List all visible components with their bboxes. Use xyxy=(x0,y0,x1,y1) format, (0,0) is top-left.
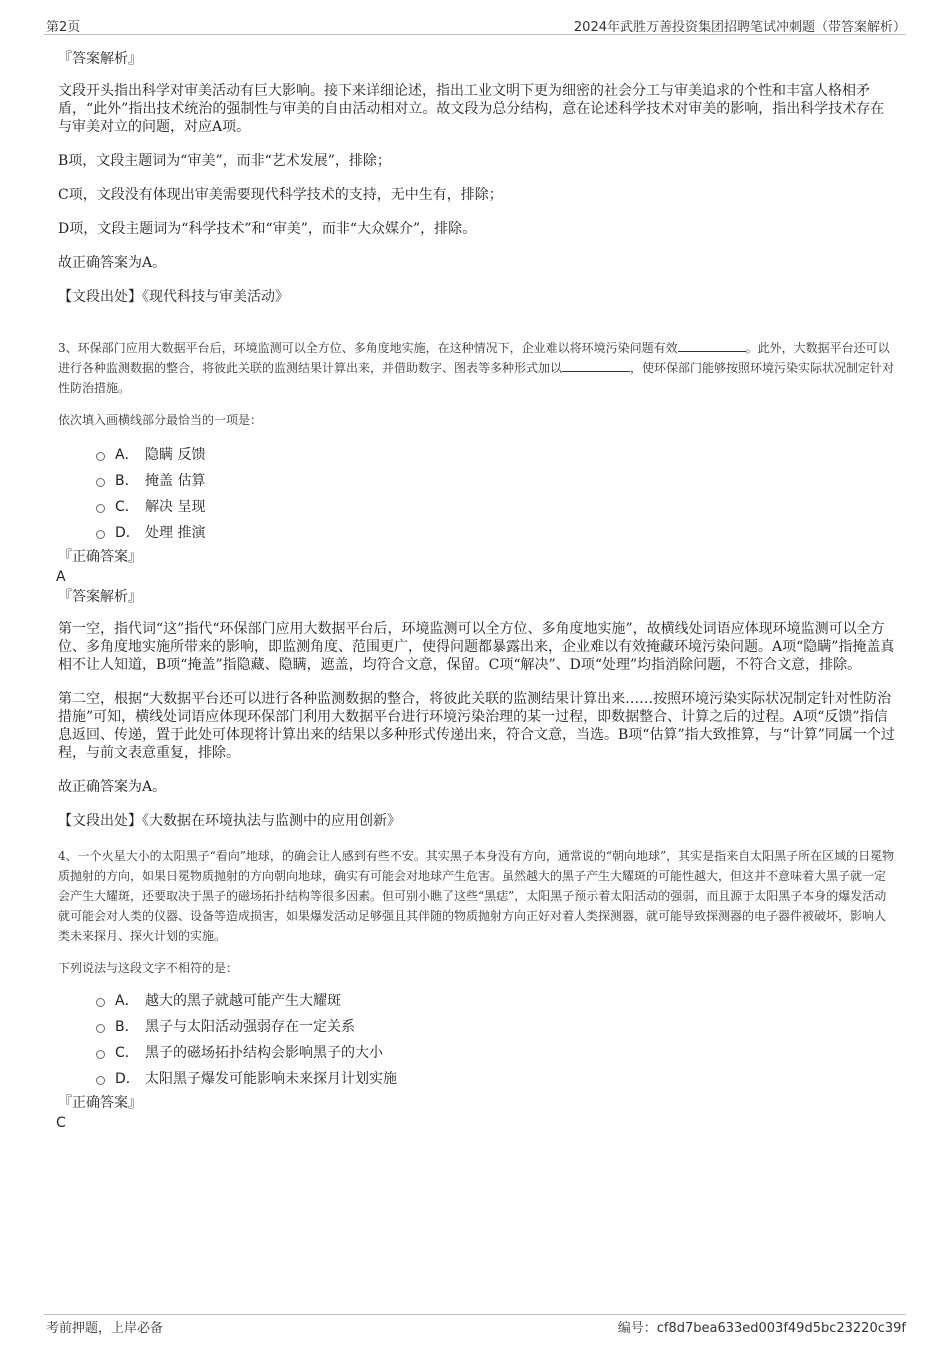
q3-answer-statement: 故正确答案为A。 xyxy=(58,779,167,795)
q4-answer-label: 『正确答案』 xyxy=(58,1095,142,1111)
radio-button-icon[interactable] xyxy=(96,530,105,539)
q3-option-b[interactable]: B． 掩盖 估算 xyxy=(96,468,896,494)
radio-button-icon[interactable] xyxy=(96,1076,105,1085)
q4-options xyxy=(58,988,896,1092)
footer-slogan: 考前押题，上岸必备 xyxy=(46,1321,164,1336)
radio-button-icon[interactable] xyxy=(96,504,105,513)
document-id: 编号：cf8d7bea633ed003f49d5bc23220c39f xyxy=(617,1321,906,1336)
page-footer xyxy=(44,1314,906,1335)
q3-analysis-paragraph: 第二空，根据“大数据平台还可以进行各种监测数据的整合，将彼此关联的监测结果计算出来……按照环境污染实际状况制定针对性防治措施”可知，横线处词语应体现环保部门利用大数据平台进行环境污染治理的某一过程，即数据整合、计算之后的过程。A项“反馈”指信息返回、传递，置于此处可体现将计算出来的结果以多种形式传递出来，符合文意，当选。B项“估算”指大致推算，与“计算”同属一个过程，与前文表意重复，排除。 xyxy=(58,691,895,761)
q2-source: 【文段出处】《现代科技与审美活动》 xyxy=(58,289,289,305)
q4-prompt: 下列说法与这段文字不相符的是： xyxy=(58,961,239,975)
fill-blank xyxy=(678,339,746,352)
q3-option-a[interactable]: A． 隐瞒 反馈 xyxy=(96,442,896,468)
q3-analysis-paragraph: 第一空，指代词“这”指代“环保部门应用大数据平台后，环境监测可以全方位、多角度地实施”，故横线处词语应体现环境监测可以全方位、多角度地实施所带来的影响，即监测角度、范围更广，使得问题都暴露出来，企业难以有效掩藏环境污染问题。A项“隐瞒”指掩盖真相不让人知道，B项“掩盖”指隐藏、隐瞒，遮盖，均符合文意，保留。C项“解决”、D项“处理”均指消除问题，不符合文意，排除。 xyxy=(58,621,895,673)
q2-analysis-label: 『答案解析』 xyxy=(58,51,142,67)
q3-analysis-label: 『答案解析』 xyxy=(58,589,142,605)
q2-analysis-paragraph: C项，文段没有体现出审美需要现代科学技术的支持，无中生有，排除； xyxy=(58,187,503,203)
radio-button-icon[interactable] xyxy=(96,478,105,487)
q3-option-c[interactable]: C． 解决 呈现 xyxy=(96,494,896,520)
q3-prompt: 依次填入画横线部分最恰当的一项是： xyxy=(58,413,263,427)
radio-button-icon[interactable] xyxy=(96,998,105,1007)
q2-analysis-paragraph: B项，文段主题词为“审美”，而非“艺术发展”，排除； xyxy=(58,153,391,169)
q3-stem: 3、环保部门应用大数据平台后，环境监测可以全方位、多角度地实施，在这种情况下，企业难以将环境污染问题有效 。此外，大数据平台还可以进行各种监测数据的整合，将彼此关联的监测结果计算出来，并借助数字、图表等多种形式加以 ，使环保部门能够按照环境污染实际状况制定针对性防治措施。 xyxy=(58,341,895,395)
q4-answer: C xyxy=(56,1115,66,1131)
page-number: 第2页 xyxy=(46,20,81,35)
q2-answer-statement: 故正确答案为A。 xyxy=(58,255,167,271)
q3-answer-label: 『正确答案』 xyxy=(58,549,142,565)
q4-stem: 4、一个火星大小的太阳黑子“看向”地球，的确会让人感到有些不安。其实黑子本身没有方向，通常说的“朝向地球”，其实是指来自太阳黑子所在区域的日冕物质抛射的方向，如果日冕物质抛射的方向朝向地球，确实有可能会对地球产生危害。虽然越大的黑子产生大耀斑的可能性越大，但这并不意味着大黑子就一定会产生大耀斑，还要取决于黑子的磁场拓扑结构等很多因素。但可别小瞧了这些“黑痣”，太阳黑子预示着太阳活动的强弱，而且源于太阳黑子本身的爆发活动就可能会对人类的仪器、设备等造成损害，如果爆发活动足够强且其伴随的物质抛射方向正好对着人类探测器，就可能导致探测器的电子器件被破坏，影响人类未来探月、探火计划的实施。 xyxy=(58,849,895,943)
page-header xyxy=(44,14,906,35)
q3-answer: A xyxy=(56,569,66,585)
q3-option-d[interactable]: D． 处理 推演 xyxy=(96,520,896,546)
q2-analysis-paragraph: 文段开头指出科学对审美活动有巨大影响。接下来详细论述，指出工业文明下更为细密的社会分工与审美追求的个性和丰富人格相矛盾，“此外”指出技术统治的强制性与审美的自由活动相对立。故文段为总分结构，意在论述科学技术对审美的影响，指出科学技术存在与审美对立的问题，对应A项。 xyxy=(58,83,885,135)
document-title: 2024年武胜万善投资集团招聘笔试冲刺题（带答案解析） xyxy=(573,20,906,35)
radio-button-icon[interactable] xyxy=(96,1050,105,1059)
q3-source: 【文段出处】《大数据在环境执法与监测中的应用创新》 xyxy=(58,813,401,829)
page-content xyxy=(58,46,896,1132)
q3-options xyxy=(58,442,896,546)
q4-option-c[interactable]: C． 黑子的磁场拓扑结构会影响黑子的大小 xyxy=(96,1040,896,1066)
q4-option-d[interactable]: D． 太阳黑子爆发可能影响未来探月计划实施 xyxy=(96,1066,896,1092)
q2-analysis-paragraph: D项，文段主题词为“科学技术”和“审美”，而非“大众媒介”，排除。 xyxy=(58,221,477,237)
radio-button-icon[interactable] xyxy=(96,1024,105,1033)
q4-option-a[interactable]: A． 越大的黑子就越可能产生大耀斑 xyxy=(96,988,896,1014)
fill-blank xyxy=(562,359,630,372)
radio-button-icon[interactable] xyxy=(96,452,105,461)
q4-option-b[interactable]: B． 黑子与太阳活动强弱存在一定关系 xyxy=(96,1014,896,1040)
